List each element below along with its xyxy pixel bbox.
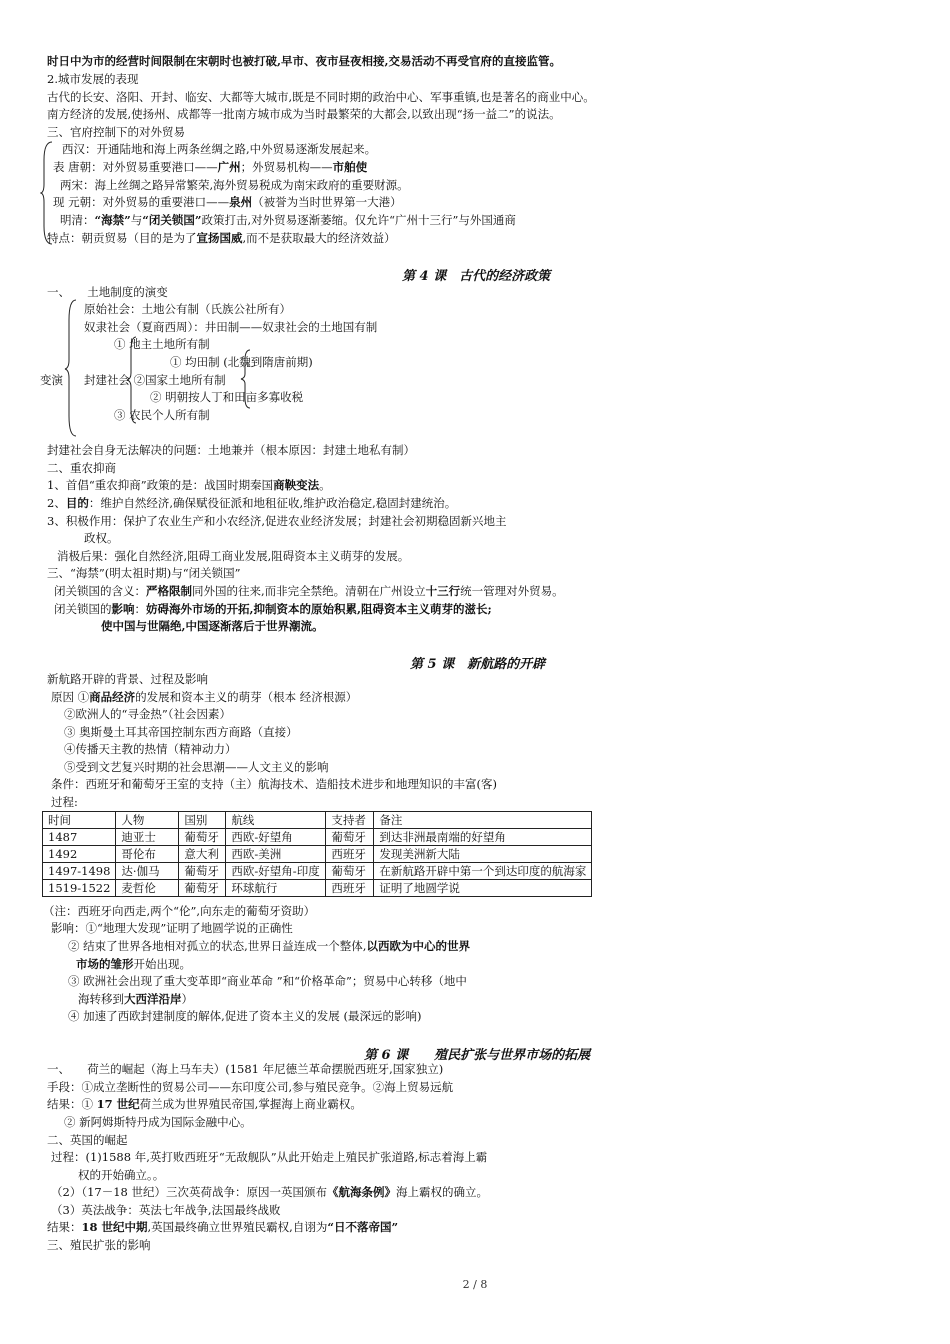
table-cell: 到达非洲最南端的好望角: [374, 829, 592, 846]
table-header-cell: 国别: [179, 812, 226, 829]
text-line: 南方经济的发展,使扬州、成都等一批南方城市成为当时最繁荣的大都会,以致出现“扬一益二”的说法。: [47, 107, 561, 121]
table-cell: 1492: [43, 846, 116, 863]
bold-term: 市场的雏形: [76, 957, 134, 971]
bold-term: 严格限制: [146, 584, 192, 598]
text-line: （注：西班牙向西走,两个“伦”,向东走的葡萄牙资助）: [43, 904, 316, 918]
text-line: ③ 奥斯曼土耳其帝国控制东西方商路（直接）: [64, 725, 298, 739]
text-line: 政权。: [84, 531, 119, 545]
text-line: 原始社会：土地公有制（氏族公社所有）: [84, 302, 291, 316]
left-brace-icon: [64, 298, 78, 438]
section-heading: 二、英国的崛起: [47, 1133, 128, 1147]
table-header-cell: 支持者: [326, 812, 374, 829]
text-line: 元朝：对外贸易的重要港口——: [68, 195, 230, 209]
section-heading: 三、官府控制下的对外贸易: [47, 125, 185, 139]
bold-term: 影响: [111, 602, 135, 616]
table-cell: 证明了地圆学说: [374, 880, 592, 897]
text-line: 影响：①“地理大发现”证明了地圆学说的正确性: [51, 921, 293, 935]
side-label: 表: [53, 160, 65, 174]
table-cell: 西班牙: [326, 846, 374, 863]
text-line: 2.城市发展的表现: [47, 72, 139, 86]
bold-term: 以西欧为中心的世界: [366, 939, 470, 953]
text-line: ④ 加速了西欧封建制度的解体,促进了资本主义的发展 (最深远的影响): [68, 1009, 422, 1023]
text-line: 3、积极作用：保护了农业生产和小农经济,促进农业经济发展；封建社会初期稳固新兴地主: [47, 514, 507, 528]
bold-term: 大西洋沿岸: [124, 992, 182, 1006]
text-line: 唐朝：对外贸易重要港口——: [68, 160, 218, 174]
table-cell: 葡萄牙: [179, 829, 226, 846]
bold-term: 17 世纪: [96, 1097, 140, 1111]
bold-term: 十三行: [425, 584, 461, 598]
text-line: 过程:: [51, 795, 78, 809]
text-line: ⑤受到文艺复兴时期的社会思潮——人文主义的影响: [64, 760, 329, 774]
side-label: 现: [53, 195, 65, 209]
section-heading: 一、 土地制度的演变: [47, 285, 168, 299]
text-line: ② 新阿姆斯特丹成为国际金融中心。: [64, 1115, 252, 1129]
text-line: 封建社会 ②国家土地所有制: [84, 373, 226, 387]
lesson-4-title: 第 4 课 古代的经济政策: [402, 269, 551, 284]
text-line: 时日中为市的经营时间限制在宋朝时也被打破,早市、夜市昼夜相接,交易活动不再受官府的直接监管。: [47, 54, 562, 68]
section-heading: 二、重农抑商: [47, 461, 116, 475]
text-line: 使中国与世隔绝,中国逐渐落后于世界潮流。: [101, 619, 324, 633]
table-cell: 麦哲伦: [116, 880, 179, 897]
section-heading: 三、殖民扩张的影响: [47, 1238, 151, 1252]
table-cell: 西欧-好望角: [226, 829, 326, 846]
table-row: [43, 846, 592, 863]
text-line: ③ 欧洲社会出现了重大变革即“商业革命 ”和“价格革命”；贸易中心转移（地中: [68, 974, 467, 988]
table-cell: 西欧-美洲: [226, 846, 326, 863]
table-header-row: [43, 812, 592, 829]
table-cell: 1497-1498: [43, 863, 116, 880]
bold-term: “闭关锁国”: [142, 213, 202, 227]
text-line: 过程：(1)1588 年,英打败西班牙“无敌舰队”从此开始走上殖民扩张道路,标志着海上霸: [51, 1150, 488, 1164]
text-line: 两宋：海上丝绸之路异常繁荣,海外贸易税成为南宋政府的重要财源。: [60, 178, 409, 192]
table-header-cell: 人物: [116, 812, 179, 829]
voyage-table: [42, 811, 592, 897]
bold-term: “日不落帝国”: [327, 1220, 399, 1234]
bold-term: 广州: [217, 160, 241, 174]
text-line: 封建社会自身无法解决的问题：土地兼并（根本原因：封建土地私有制）: [47, 443, 415, 457]
table-cell: 在新航路开辟中第一个到达印度的航海家: [374, 863, 592, 880]
table-header-cell: 备注: [374, 812, 592, 829]
table-cell: 哥伦布: [116, 846, 179, 863]
section-heading: 三、“海禁”(明太祖时期)与“闭关锁国”: [47, 566, 241, 580]
side-label: 变演: [40, 373, 63, 387]
text-line: 消极后果：强化自然经济,阻碍工商业发展,阻碍资本主义萌芽的发展。: [57, 549, 410, 563]
bold-term: 商鞅变法: [273, 478, 320, 492]
bold-term: 宣扬国威: [196, 231, 243, 245]
bold-term: 泉州: [229, 195, 253, 209]
text-line: ②欧洲人的“寻金热”（社会因素）: [64, 707, 232, 721]
text-line: ④传播天主教的热情（精神动力）: [64, 742, 237, 756]
table-cell: 西班牙: [326, 880, 374, 897]
table-cell: 葡萄牙: [179, 880, 226, 897]
text-line: ① 地主土地所有制: [114, 337, 210, 351]
table-row: [43, 880, 592, 897]
text-line: 新航路开辟的背景、过程及影响: [47, 672, 208, 686]
table-cell: 葡萄牙: [179, 863, 226, 880]
text-line: 奴隶社会（夏商西周）：井田制——奴隶社会的土地国有制: [84, 320, 378, 334]
table-cell: 迪亚士: [116, 829, 179, 846]
bold-term: 商品经济: [89, 690, 136, 704]
table-header-cell: 时间: [43, 812, 116, 829]
text-line: （3）英法战争：英法七年战争,法国最终战败: [51, 1203, 281, 1217]
text-line: 西汉：开通陆地和海上两条丝绸之路,中外贸易逐渐发展起来。: [62, 142, 377, 156]
table-row: [43, 829, 592, 846]
bold-term: 妨碍海外市场的开拓,抑制资本的原始积累,阻碍资本主义萌芽的滋长;: [146, 602, 492, 616]
lesson-5-title: 第 5 课 新航路的开辟: [410, 657, 546, 672]
table-row: [43, 863, 592, 880]
text-line: 条件：西班牙和葡萄牙王室的支持（主）航海技术、造船技术进步和地理知识的丰富(客): [51, 777, 497, 791]
table-cell: 1519-1522: [43, 880, 116, 897]
table-cell: 达·伽马: [116, 863, 179, 880]
bold-term: 目的: [65, 496, 89, 510]
bold-term: 《航海条例》: [327, 1185, 396, 1199]
text-line: ① 均田制 (北魏到隋唐前期): [170, 355, 313, 369]
section-heading: 一、 荷兰的崛起（海上马车夫）(1581 年尼德兰革命摆脱西班牙,国家独立): [47, 1062, 444, 1076]
table-cell: 葡萄牙: [326, 863, 374, 880]
bold-term: 18 世纪中期: [81, 1220, 148, 1234]
page-number: 2 / 8: [462, 1278, 488, 1291]
table-cell: 葡萄牙: [326, 829, 374, 846]
text-line: 手段：①成立垄断性的贸易公司——东印度公司,参与殖民竞争。②海上贸易远航: [47, 1080, 454, 1094]
bold-term: 市舶使: [332, 160, 368, 174]
text-line: ③ 农民个人所有制: [114, 408, 210, 422]
table-cell: 环球航行: [226, 880, 326, 897]
text-line: ② 明朝按人丁和田亩多寡收税: [150, 390, 304, 404]
bold-term: “海禁”: [94, 213, 131, 227]
lesson-6-title: 第 6 课 殖民扩张与世界市场的拓展: [364, 1048, 591, 1063]
text-line: 权的开始确立。。: [78, 1168, 165, 1182]
text-line: 古代的长安、洛阳、开封、临安、大都等大城市,既是不同时期的政治中心、军事重镇,也是著名的商业中心。: [47, 90, 595, 104]
table-header-cell: 航线: [226, 812, 326, 829]
table-cell: 意大利: [179, 846, 226, 863]
table-cell: 发现美洲新大陆: [374, 846, 592, 863]
table-cell: 1487: [43, 829, 116, 846]
table-cell: 西欧-好望角-印度: [226, 863, 326, 880]
